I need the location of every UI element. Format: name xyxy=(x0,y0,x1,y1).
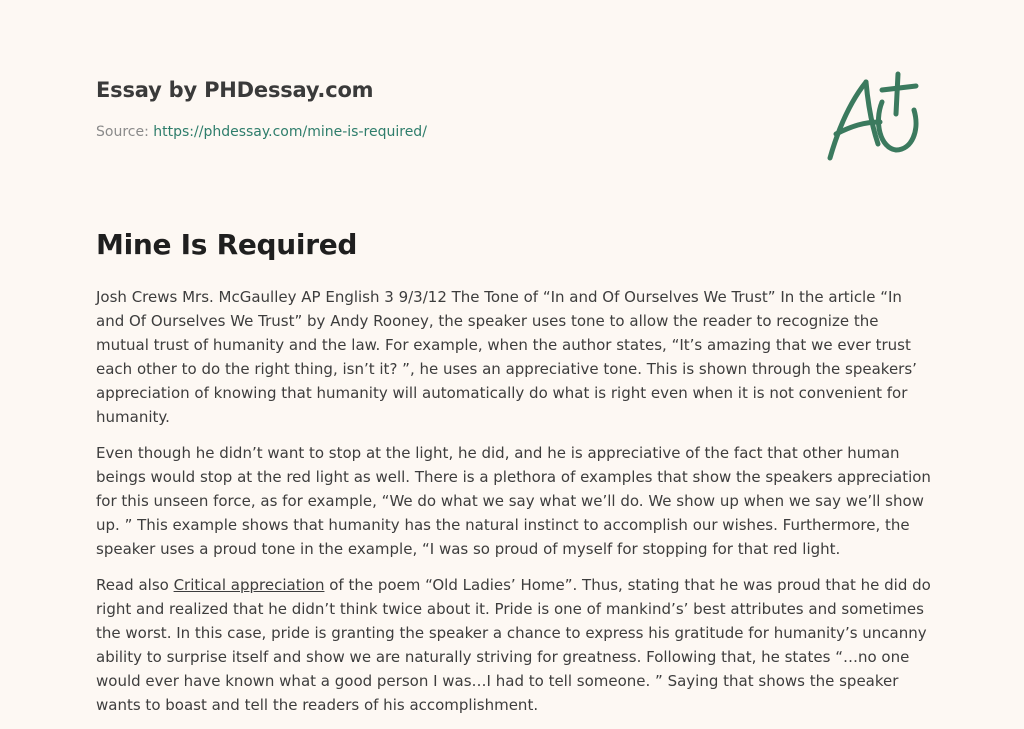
site-title: Essay by PHDessay.com xyxy=(96,78,374,102)
page-header xyxy=(96,74,796,142)
paragraph-text: of the poem “Old Ladies’ Home”. Thus, stating that he was proud that he did do right and realized that he didn’t think twice about it. Pride is one of mankind’s’ best attributes and sometimes the worst. In this case, pride is granting the speaker a chance to express his gratitude for humanity’s uncanny ability to surprise itself and show we are naturally striving for greatness. Following that, he states “…no one would ever have known what a good person I was…I had to tell someone. ” Saying that shows the speaker wants to boast and tell the readers of his accomplishment. xyxy=(96,576,931,714)
essay-body xyxy=(96,285,932,729)
paragraph xyxy=(96,573,932,717)
source-link[interactable]: https://phdessay.com/mine-is-required/ xyxy=(153,124,427,140)
paragraph: Josh Crews Mrs. McGaulley AP English 3 9/3/12 The Tone of “In and Of Ourselves We Trust” In the article “In and Of Ourselves We Trust” by Andy Rooney, the speaker uses tone to allow the reader to recognize the mutual trust of humanity and the law. For example, when the author states, “It’s amazing that we ever trust each other to do the right thing, isn’t it? ”, he uses an appreciative tone. This is shown through the speakers’ appreciation of knowing that humanity will automatically do what is right even when it is not convenient for humanity. xyxy=(96,288,917,426)
essay-title: Mine Is Required xyxy=(96,228,358,261)
critical-appreciation-link[interactable]: Critical appreciation xyxy=(173,576,325,594)
a-plus-logo-icon xyxy=(822,68,926,164)
source-label: Source: xyxy=(96,124,154,140)
read-also-label: Read also xyxy=(96,576,174,594)
paragraph: Even though he didn’t want to stop at the light, he did, and he is appreciative of the fact that other human beings would stop at the red light as well. There is a plethora of examples that show the speakers appreciation for this unseen force, as for example, “We do what we say what we’ll do. We show up when we say we’ll show up. ” This example shows that humanity has the natural instinct to accomplish our wishes. Furthermore, the speaker uses a proud tone in the example, “I was so proud of myself for stopping for that red light. xyxy=(96,444,931,558)
source-line xyxy=(96,122,796,142)
